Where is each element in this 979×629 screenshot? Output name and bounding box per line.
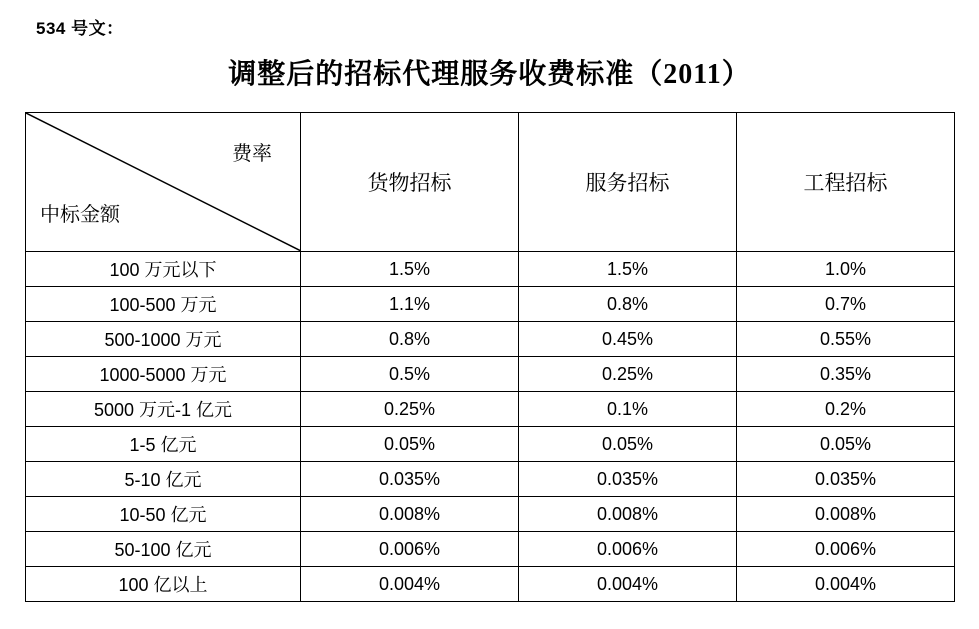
cell-goods: 0.5% <box>301 357 519 392</box>
column-header-goods: 货物招标 <box>301 113 519 252</box>
table-corner-header <box>26 113 301 252</box>
row-label: 5-10 亿元 <box>26 462 301 497</box>
table-row <box>26 287 955 322</box>
column-header-service: 服务招标 <box>519 113 737 252</box>
table-header-row <box>26 113 955 252</box>
cell-service: 0.035% <box>519 462 737 497</box>
cell-goods: 1.1% <box>301 287 519 322</box>
cell-goods: 0.006% <box>301 532 519 567</box>
cell-service: 0.25% <box>519 357 737 392</box>
cell-engineering: 0.55% <box>737 322 955 357</box>
table-row <box>26 567 955 602</box>
row-label: 100 万元以下 <box>26 252 301 287</box>
corner-rate-label: 费率 <box>232 143 272 165</box>
table-row <box>26 532 955 567</box>
cell-engineering: 0.35% <box>737 357 955 392</box>
cell-service: 0.8% <box>519 287 737 322</box>
row-label: 1000-5000 万元 <box>26 357 301 392</box>
cell-service: 0.008% <box>519 497 737 532</box>
cell-engineering: 0.05% <box>737 427 955 462</box>
table-row <box>26 497 955 532</box>
table-row <box>26 322 955 357</box>
cell-service: 0.004% <box>519 567 737 602</box>
row-label: 5000 万元-1 亿元 <box>26 392 301 427</box>
row-label: 500-1000 万元 <box>26 322 301 357</box>
cell-service: 0.006% <box>519 532 737 567</box>
cell-engineering: 0.006% <box>737 532 955 567</box>
cell-service: 0.1% <box>519 392 737 427</box>
table-row <box>26 427 955 462</box>
corner-amount-label: 中标金额 <box>40 204 120 226</box>
fee-standard-table <box>25 112 955 602</box>
cell-goods: 1.5% <box>301 252 519 287</box>
cell-goods: 0.035% <box>301 462 519 497</box>
cell-engineering: 0.2% <box>737 392 955 427</box>
fee-standard-table-wrapper <box>25 112 954 602</box>
cell-engineering: 0.008% <box>737 497 955 532</box>
row-label: 100 亿以上 <box>26 567 301 602</box>
cell-goods: 0.008% <box>301 497 519 532</box>
row-label: 50-100 亿元 <box>26 532 301 567</box>
document-reference: 534 号文： <box>36 19 124 38</box>
table-row <box>26 462 955 497</box>
table-row <box>26 392 955 427</box>
table-row <box>26 357 955 392</box>
cell-goods: 0.25% <box>301 392 519 427</box>
cell-service: 1.5% <box>519 252 737 287</box>
row-label: 100-500 万元 <box>26 287 301 322</box>
diagonal-divider-icon <box>26 113 301 251</box>
cell-service: 0.05% <box>519 427 737 462</box>
cell-engineering: 0.035% <box>737 462 955 497</box>
page-title: 调整后的招标代理服务收费标准（2011） <box>228 59 751 90</box>
cell-goods: 0.8% <box>301 322 519 357</box>
cell-service: 0.45% <box>519 322 737 357</box>
table-row <box>26 252 955 287</box>
cell-engineering: 1.0% <box>737 252 955 287</box>
column-header-engineering: 工程招标 <box>737 113 955 252</box>
row-label: 10-50 亿元 <box>26 497 301 532</box>
cell-goods: 0.004% <box>301 567 519 602</box>
row-label: 1-5 亿元 <box>26 427 301 462</box>
cell-goods: 0.05% <box>301 427 519 462</box>
cell-engineering: 0.004% <box>737 567 955 602</box>
cell-engineering: 0.7% <box>737 287 955 322</box>
